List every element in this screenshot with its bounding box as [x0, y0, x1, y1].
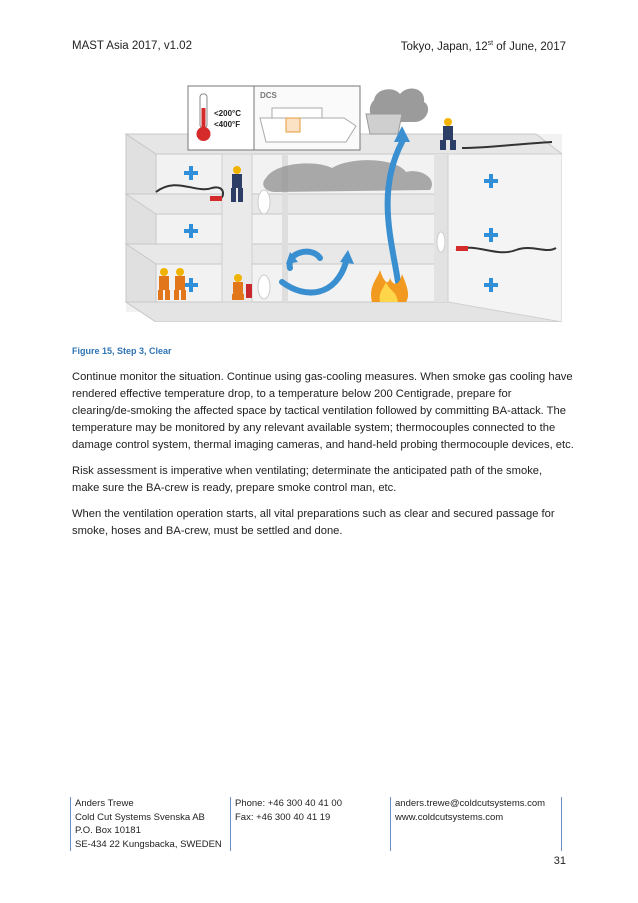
hose-nozzle — [456, 246, 468, 251]
paragraph-line: Continue monitor the situation. Continue using gas-cooling measures. When smoke gas cooling have — [72, 371, 573, 383]
footer-line: Cold Cut Systems Svenska AB — [75, 811, 205, 823]
footer-line: Fax: +46 300 40 41 19 — [235, 811, 331, 823]
footer-line: SE-434 22 Kungsbacka, SWEDEN — [75, 838, 222, 850]
paragraph-line: When the ventilation operation starts, all vital preparations such as clear and secured passage for — [72, 508, 555, 520]
footer-website[interactable]: www.coldcutsystems.com — [395, 811, 504, 823]
footer-phone — [230, 797, 391, 851]
footer-address — [70, 797, 231, 851]
header-date-suffix: of June, 2017 — [493, 40, 566, 53]
paragraph-line: clearing/de-smoking the affected space by tactical ventilation followed by committing BA-attack. The — [72, 405, 566, 417]
footer-line: Anders Trewe — [75, 798, 134, 809]
paragraph-1 — [72, 369, 572, 454]
thermometer-high-label: <200°C — [214, 109, 241, 118]
thermometer-icon — [188, 86, 254, 150]
paragraph-line: make sure the BA-crew is ready, prepare smoke control man, etc. — [72, 482, 397, 494]
header-date-prefix: Tokyo, Japan, 12 — [400, 40, 488, 53]
header-right — [401, 40, 566, 53]
header-left: MAST Asia 2017, v1.02 — [72, 40, 192, 52]
footer — [70, 797, 562, 851]
thermometer-low-label: <400°F — [214, 120, 241, 129]
hose-nozzle — [210, 196, 222, 201]
paragraph-line: smoke, hoses and BA-crew, must be settled and done. — [72, 525, 343, 537]
ship-icon — [254, 86, 360, 150]
ventilation-figure — [76, 82, 562, 322]
paragraph-line: temperature may be monitored by any relevant available system; thermocouples connected to the — [72, 422, 556, 434]
footer-line: Phone: +46 300 40 41 00 — [235, 798, 342, 809]
paragraph-line: rendered effective temperature drop, to a temperature below 200 Centigrade, prepare for — [72, 388, 512, 400]
paragraph-3 — [72, 506, 572, 540]
dcs-label: DCS — [260, 91, 277, 100]
paragraph-line: damage control system, thermal imaging cameras, and hand-held probing thermocouple devices, etc. — [72, 439, 574, 451]
hatch — [366, 114, 402, 134]
footer-web — [390, 797, 562, 851]
paragraph-line: Risk assessment is imperative when ventilating; determinate the anticipated path of the smoke, — [72, 465, 543, 477]
figure-caption: Figure 15, Step 3, Clear — [72, 346, 172, 356]
footer-email[interactable]: anders.trewe@coldcutsystems.com — [395, 798, 546, 809]
footer-line: P.O. Box 10181 — [75, 825, 141, 836]
page-number: 31 — [553, 855, 566, 867]
header-date-sup: st — [487, 40, 494, 47]
paragraph-2 — [72, 463, 572, 497]
